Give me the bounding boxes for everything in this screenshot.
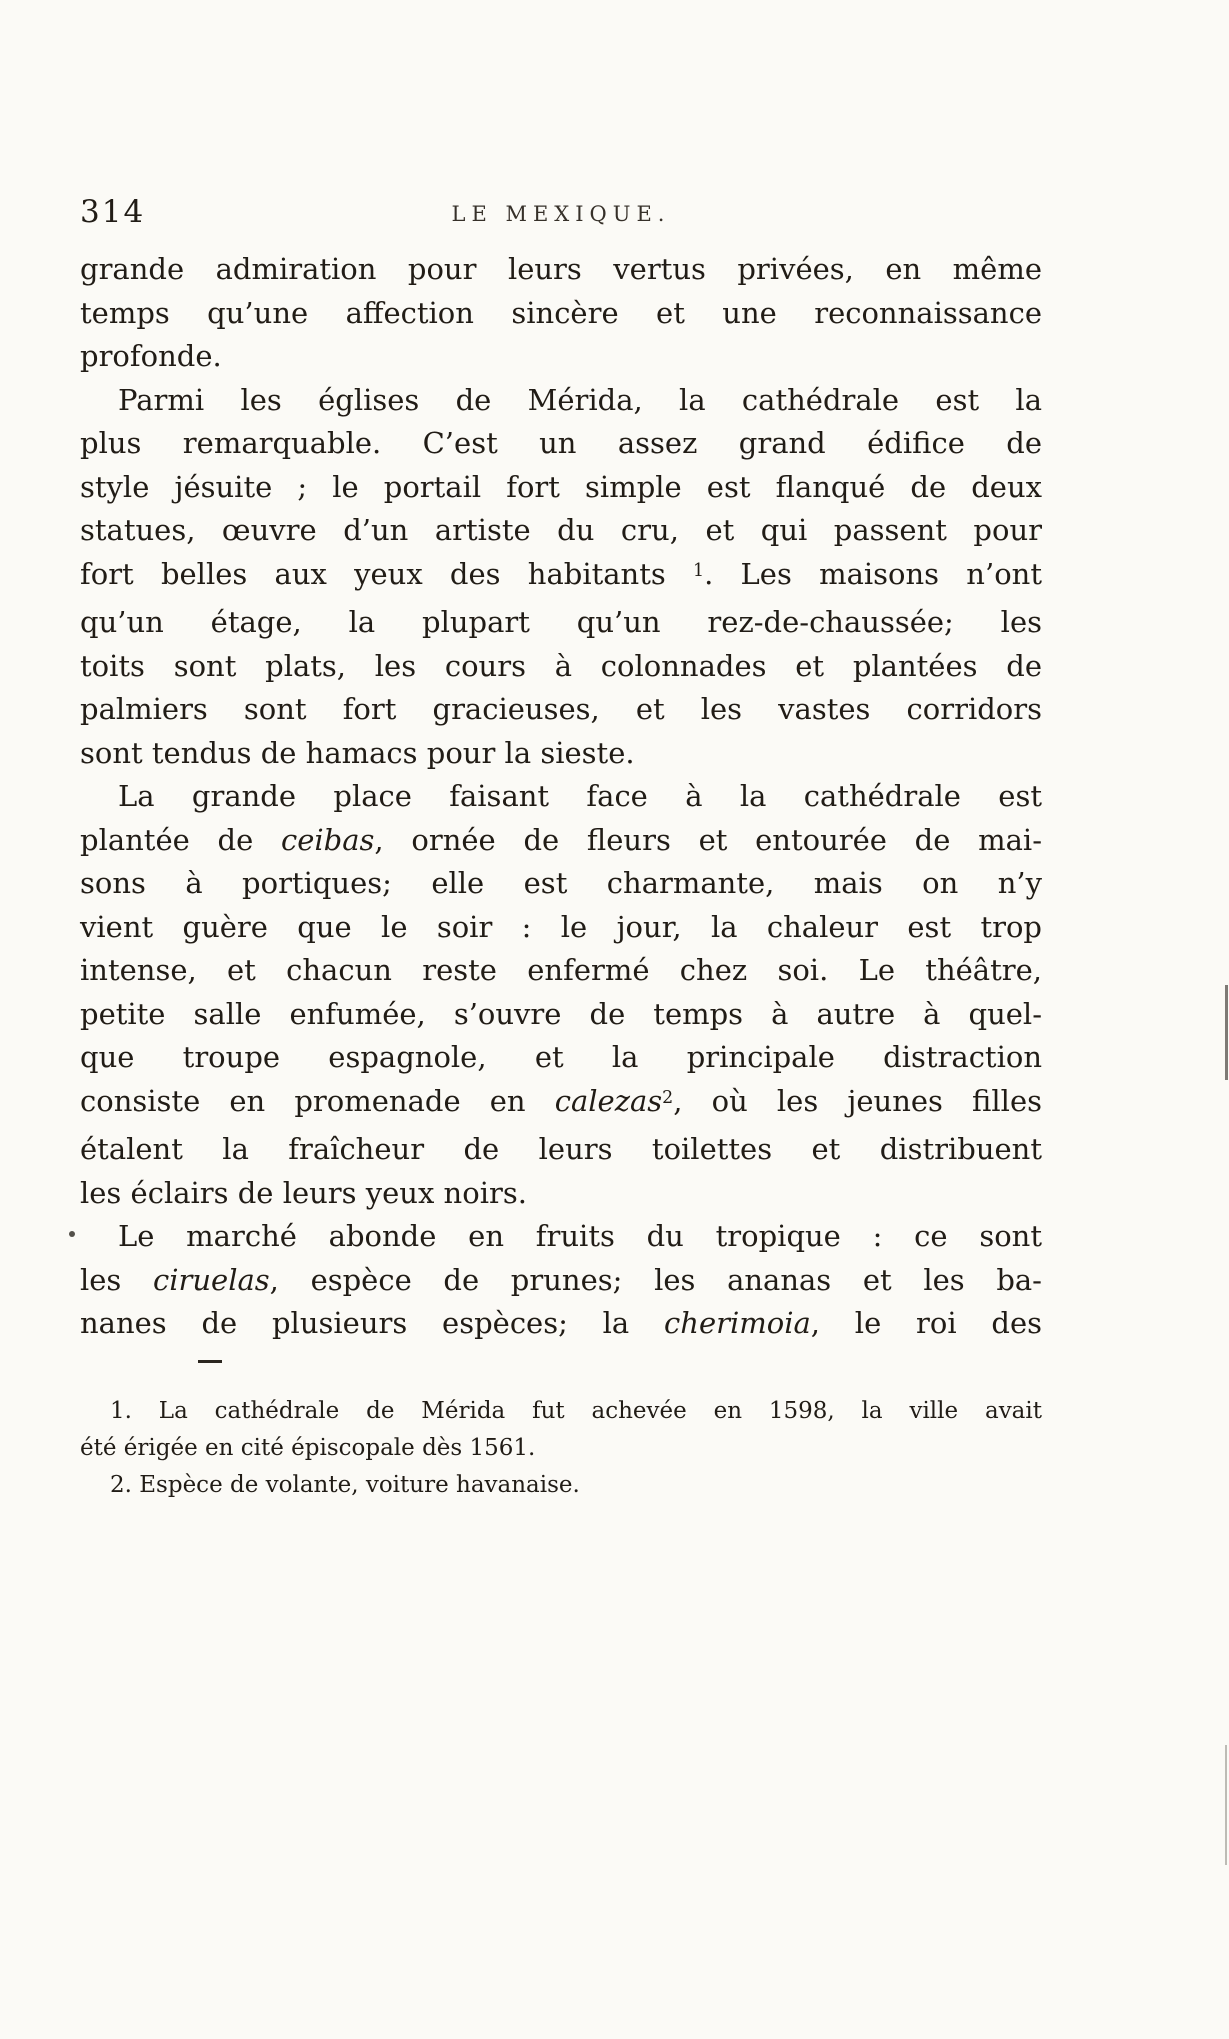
text-line <box>80 1172 1042 1216</box>
text-segment: , ornée de fleurs et entourée de mai- <box>374 822 1042 857</box>
text-segment: fort belles aux yeux des habitants <box>80 556 693 591</box>
text-line <box>80 1215 1042 1259</box>
text-line <box>80 292 1042 336</box>
text-segment: les éclairs de leurs yeux noirs. <box>80 1175 527 1210</box>
page-number: 314 <box>80 194 146 230</box>
text-segment: ceibas <box>281 822 375 857</box>
text-segment: intense, et chacun reste enfermé chez soi. Le théâtre, <box>80 953 1042 987</box>
paragraph <box>80 1467 1042 1504</box>
text-segment: 1. La cathédrale de Mérida fut achevée en 1598, la ville avait <box>110 1397 1042 1424</box>
running-title: LE MEXIQUE. <box>451 202 671 226</box>
text-line <box>80 688 1042 732</box>
footnote-separator <box>198 1360 222 1363</box>
text-line <box>80 1467 1042 1504</box>
footnote-ref: 1 <box>693 560 705 581</box>
text-segment: les <box>80 1262 153 1297</box>
text-segment: sont tendus de hamacs pour la sieste. <box>80 735 635 770</box>
text-line <box>80 509 1042 553</box>
text-segment: 2. Espèce de volante, voiture havanaise. <box>110 1471 580 1498</box>
page-content <box>80 186 1042 1504</box>
paragraph <box>80 379 1042 776</box>
text-segment: consiste en promenade en <box>80 1083 555 1118</box>
text-line <box>80 1302 1042 1346</box>
paragraph <box>80 1393 1042 1467</box>
text-segment: temps qu’une affection sincère et une reconnaissance <box>80 295 1042 330</box>
paragraph <box>80 775 1042 1215</box>
text-segment: . Les maisons n’ont <box>704 556 1042 591</box>
text-line <box>80 466 1042 510</box>
text-line <box>80 993 1042 1037</box>
text-segment: ciruelas <box>153 1262 270 1297</box>
text-line <box>80 949 1042 993</box>
text-segment: Parmi les églises de Mérida, la cathédrale est la <box>118 382 1042 417</box>
text-line <box>80 379 1042 423</box>
text-segment: qu’un étage, la plupart qu’un rez-de-chaussée; les <box>80 605 1042 639</box>
text-segment: , où les jeunes filles <box>673 1083 1042 1118</box>
text-segment: grande admiration pour leurs vertus privées, en même <box>80 252 1042 286</box>
text-segment: plantée de <box>80 822 281 857</box>
text-segment: petite salle enfumée, s’ouvre de temps à autre à quel- <box>80 996 1042 1031</box>
text-line <box>80 732 1042 776</box>
text-line <box>80 248 1042 292</box>
text-segment: été érigée en cité épiscopale dès 1561. <box>80 1434 536 1461</box>
text-line <box>80 1393 1042 1430</box>
text-line <box>80 1036 1042 1080</box>
body-text <box>80 248 1042 1346</box>
text-line <box>80 819 1042 863</box>
text-line <box>80 906 1042 950</box>
text-segment: palmiers sont fort gracieuses, et les vastes corridors <box>80 692 1042 726</box>
text-segment: toits sont plats, les cours à colonnades et plantées de <box>80 648 1042 683</box>
text-line <box>80 1080 1042 1129</box>
text-segment: que troupe espagnole, et la principale distraction <box>80 1040 1042 1074</box>
text-segment: étalent la fraîcheur de leurs toilettes et distribuent <box>80 1132 1042 1166</box>
text-segment: sons à portiques; elle est charmante, mais on n’y <box>80 866 1042 900</box>
text-segment: cherimoia <box>664 1306 811 1340</box>
paragraph <box>80 1215 1042 1346</box>
text-segment: La grande place faisant face à la cathédrale est <box>118 779 1042 813</box>
scan-artifact-edge <box>1225 985 1228 1080</box>
text-line <box>80 1128 1042 1172</box>
text-segment: profonde. <box>80 339 222 373</box>
text-segment: calezas <box>554 1083 663 1118</box>
scan-artifact-dot <box>69 1231 75 1237</box>
text-line <box>80 422 1042 466</box>
text-line <box>80 1259 1042 1303</box>
scan-artifact-edge <box>1225 1745 1227 1865</box>
footnote-ref: 2 <box>662 1087 674 1108</box>
text-line <box>80 862 1042 906</box>
text-line <box>80 645 1042 689</box>
text-line <box>80 601 1042 645</box>
text-segment: Le marché abonde en fruits du tropique : ce sont <box>118 1219 1042 1253</box>
page-header <box>80 186 1042 232</box>
text-segment: plus remarquable. C’est un assez grand édifice de <box>80 426 1042 460</box>
text-line <box>80 1430 1042 1467</box>
text-segment: nanes de plusieurs espèces; la <box>80 1306 665 1340</box>
text-segment: statues, œuvre d’un artiste du cru, et qui passent pour <box>80 513 1042 547</box>
footnotes <box>80 1393 1042 1504</box>
text-segment: style jésuite ; le portail fort simple est flanqué de deux <box>80 469 1042 504</box>
text-line <box>80 335 1042 379</box>
text-line <box>80 775 1042 819</box>
paragraph <box>80 248 1042 379</box>
text-line <box>80 553 1042 602</box>
text-segment: vient guère que le soir : le jour, la chaleur est trop <box>80 909 1042 944</box>
text-segment: , espèce de prunes; les ananas et les ba- <box>269 1262 1042 1297</box>
text-segment: , le roi des <box>810 1306 1043 1340</box>
